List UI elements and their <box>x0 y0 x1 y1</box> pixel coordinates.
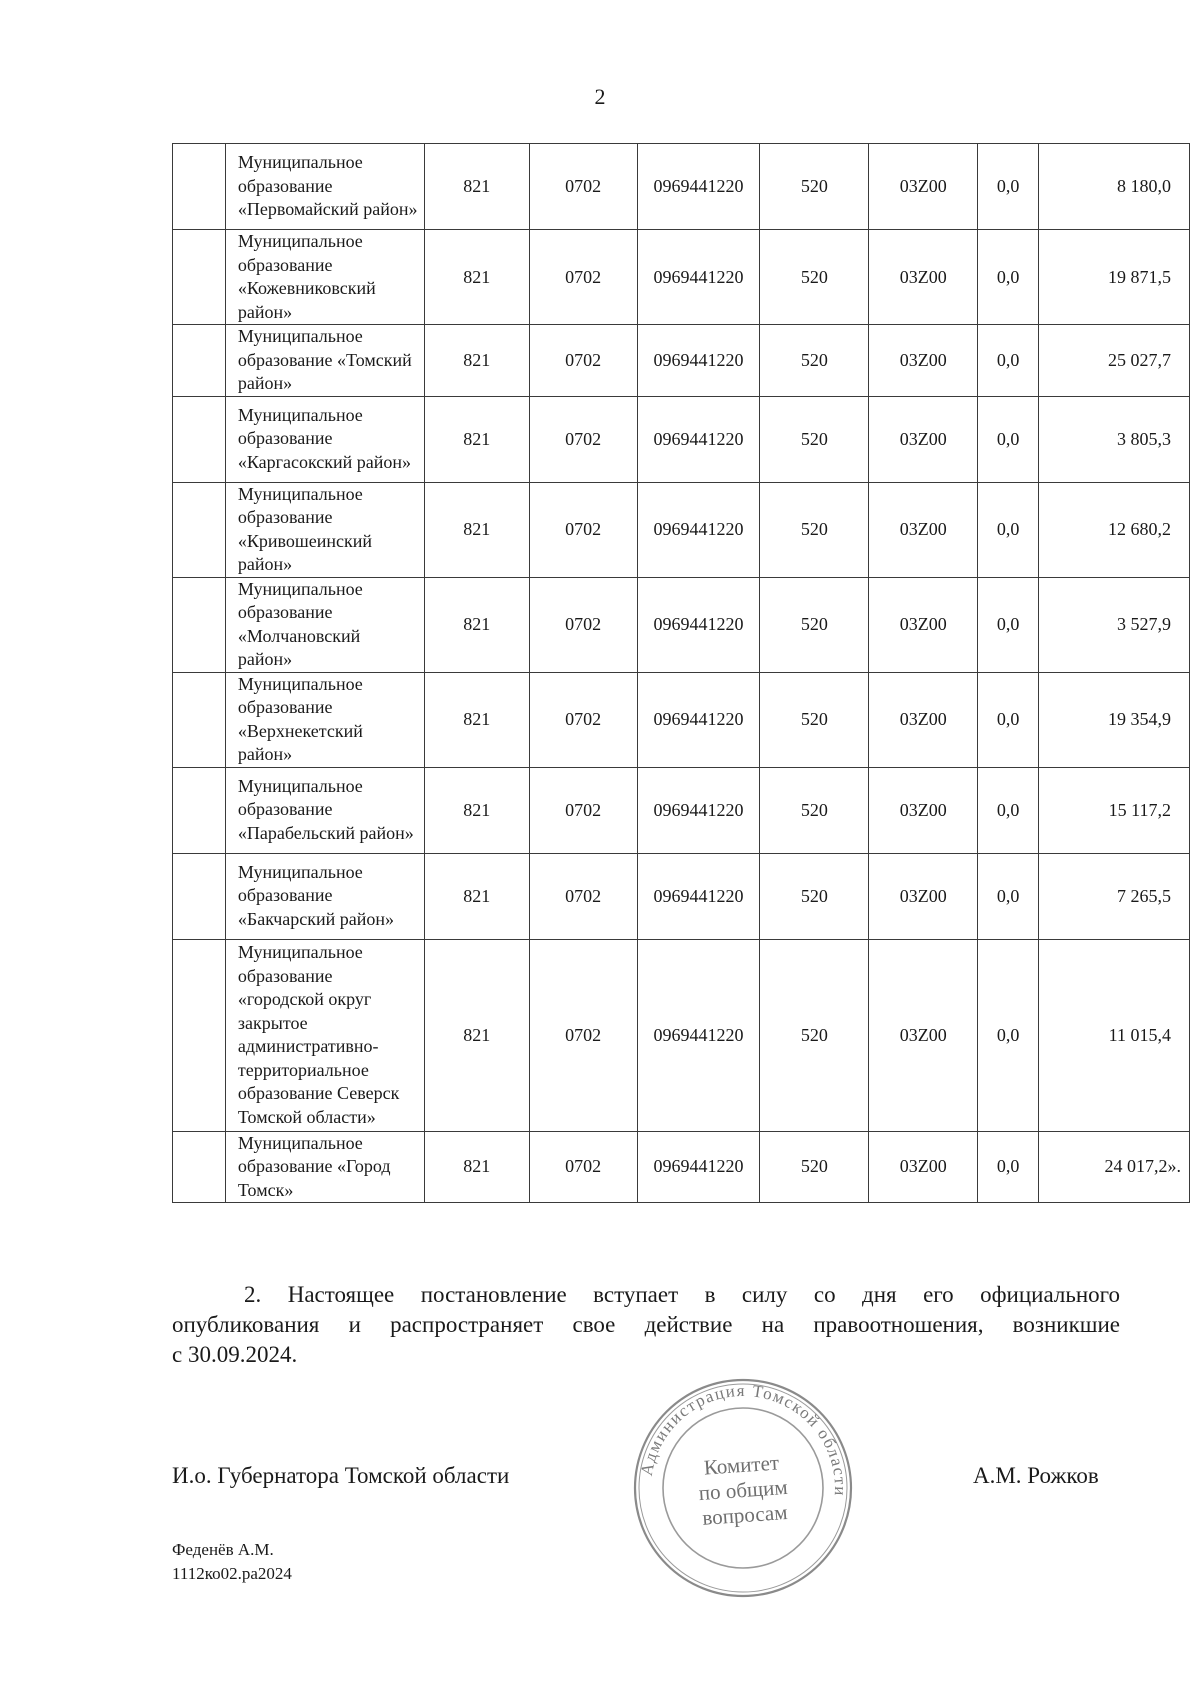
row-index-cell <box>173 767 226 853</box>
expense-type-cell: 520 <box>760 853 869 939</box>
grbs-code-cell: 821 <box>424 767 529 853</box>
budget-table <box>172 143 1190 1203</box>
target-article-cell: 0969441220 <box>637 230 760 325</box>
expense-type-cell: 520 <box>760 1131 869 1203</box>
amount-1-cell: 0,0 <box>978 396 1039 482</box>
section-code-cell: 0702 <box>529 767 637 853</box>
table-row <box>173 1131 1190 1203</box>
grbs-code-cell: 821 <box>424 144 529 230</box>
amount-1-cell: 0,0 <box>978 672 1039 767</box>
section-code-cell: 0702 <box>529 396 637 482</box>
expense-type-cell: 520 <box>760 230 869 325</box>
municipality-name-cell: Муниципальное образование «Бакчарский район» <box>225 853 424 939</box>
expense-type-cell: 520 <box>760 577 869 672</box>
row-index-cell <box>173 672 226 767</box>
row-index-cell <box>173 230 226 325</box>
target-article-cell: 0969441220 <box>637 396 760 482</box>
amount-1-cell: 0,0 <box>978 853 1039 939</box>
section-code-cell: 0702 <box>529 144 637 230</box>
section-code-cell: 0702 <box>529 230 637 325</box>
purpose-code-cell: 03Z00 <box>869 577 978 672</box>
municipality-name-cell: Муниципальное образование «Кожевниковский район» <box>225 230 424 325</box>
amount-1-cell: 0,0 <box>978 144 1039 230</box>
expense-type-cell: 520 <box>760 396 869 482</box>
section-code-cell: 0702 <box>529 1131 637 1203</box>
purpose-code-cell: 03Z00 <box>869 767 978 853</box>
clause-line-1: 2. Настоящее постановление вступает в силу со дня его официального <box>244 1282 1120 1307</box>
table-row <box>173 853 1190 939</box>
signer-title: И.о. Губернатора Томской области <box>172 1463 510 1488</box>
section-code-cell: 0702 <box>529 853 637 939</box>
table-row <box>173 144 1190 230</box>
amount-1-cell: 0,0 <box>978 230 1039 325</box>
expense-type-cell: 520 <box>760 482 869 577</box>
target-article-cell: 0969441220 <box>637 767 760 853</box>
amount-2-cell: 7 265,5 <box>1039 853 1190 939</box>
stamp-ring-text: Администрация Томской области <box>636 1380 851 1498</box>
grbs-code-cell: 821 <box>424 482 529 577</box>
purpose-code-cell: 03Z00 <box>869 396 978 482</box>
target-article-cell: 0969441220 <box>637 672 760 767</box>
official-stamp <box>630 1375 856 1601</box>
amount-1-cell: 0,0 <box>978 577 1039 672</box>
amount-1-cell: 0,0 <box>978 1131 1039 1203</box>
section-code-cell: 0702 <box>529 577 637 672</box>
amount-1-cell: 0,0 <box>978 325 1039 397</box>
grbs-code-cell: 821 <box>424 577 529 672</box>
grbs-code-cell: 821 <box>424 939 529 1131</box>
target-article-cell: 0969441220 <box>637 939 760 1131</box>
grbs-code-cell: 821 <box>424 230 529 325</box>
municipality-name-cell: Муниципальное образование «Город Томск» <box>225 1131 424 1203</box>
stamp-text-line-2: по общим <box>697 1474 789 1506</box>
amount-1-cell: 0,0 <box>978 482 1039 577</box>
grbs-code-cell: 821 <box>424 853 529 939</box>
section-code-cell: 0702 <box>529 325 637 397</box>
row-index-cell <box>173 325 226 397</box>
purpose-code-cell: 03Z00 <box>869 482 978 577</box>
table-row <box>173 939 1190 1131</box>
signer-name: А.М. Рожков <box>973 1463 1099 1488</box>
table-row <box>173 230 1190 325</box>
expense-type-cell: 520 <box>760 672 869 767</box>
stamp-text-line-1: Комитет <box>703 1450 780 1480</box>
budget-table-body <box>173 144 1190 1203</box>
municipality-name-cell: Муниципальное образование «Каргасокский район» <box>225 396 424 482</box>
row-index-cell <box>173 853 226 939</box>
section-code-cell: 0702 <box>529 672 637 767</box>
row-index-cell <box>173 482 226 577</box>
amount-1-cell: 0,0 <box>978 939 1039 1131</box>
row-index-cell <box>173 1131 226 1203</box>
amount-2-cell: 19 871,5 <box>1039 230 1190 325</box>
table-row <box>173 672 1190 767</box>
row-index-cell <box>173 144 226 230</box>
table-row <box>173 767 1190 853</box>
municipality-name-cell: Муниципальное образование «Верхнекетский район» <box>225 672 424 767</box>
purpose-code-cell: 03Z00 <box>869 325 978 397</box>
page-number: 2 <box>594 84 606 109</box>
purpose-code-cell: 03Z00 <box>869 1131 978 1203</box>
executor-code: 1112ко02.ра2024 <box>172 1564 292 1583</box>
section-code-cell: 0702 <box>529 939 637 1131</box>
executor-name: Феденёв А.М. <box>172 1540 274 1559</box>
amount-2-cell: 25 027,7 <box>1039 325 1190 397</box>
purpose-code-cell: 03Z00 <box>869 144 978 230</box>
municipality-name-cell: Муниципальное образование «Первомайский район» <box>225 144 424 230</box>
purpose-code-cell: 03Z00 <box>869 939 978 1131</box>
executor-info <box>172 1538 292 1586</box>
table-row <box>173 325 1190 397</box>
clause-2 <box>172 1280 1120 1370</box>
table-row <box>173 577 1190 672</box>
amount-2-cell: 19 354,9 <box>1039 672 1190 767</box>
amount-2-cell: 8 180,0 <box>1039 144 1190 230</box>
row-index-cell <box>173 939 226 1131</box>
grbs-code-cell: 821 <box>424 1131 529 1203</box>
amount-2-cell: 3 805,3 <box>1039 396 1190 482</box>
clause-line-2: опубликования и распространяет свое действие на правоотношения, возникшие <box>172 1312 1120 1337</box>
clause-line-3: с 30.09.2024. <box>172 1342 298 1367</box>
grbs-code-cell: 821 <box>424 325 529 397</box>
table-row <box>173 482 1190 577</box>
target-article-cell: 0969441220 <box>637 853 760 939</box>
grbs-code-cell: 821 <box>424 672 529 767</box>
row-index-cell <box>173 396 226 482</box>
target-article-cell: 0969441220 <box>637 482 760 577</box>
grbs-code-cell: 821 <box>424 396 529 482</box>
amount-1-cell: 0,0 <box>978 767 1039 853</box>
purpose-code-cell: 03Z00 <box>869 672 978 767</box>
amount-2-cell: 24 017,2». <box>1039 1131 1190 1203</box>
target-article-cell: 0969441220 <box>637 325 760 397</box>
stamp-text-line-3: вопросам <box>701 1499 789 1530</box>
target-article-cell: 0969441220 <box>637 144 760 230</box>
amount-2-cell: 15 117,2 <box>1039 767 1190 853</box>
section-code-cell: 0702 <box>529 482 637 577</box>
municipality-name-cell: Муниципальное образование «Кривошеинский район» <box>225 482 424 577</box>
municipality-name-cell: Муниципальное образование «городской округ закрытое административно-территориальное образование Северск Томской области» <box>225 939 424 1131</box>
target-article-cell: 0969441220 <box>637 1131 760 1203</box>
expense-type-cell: 520 <box>760 325 869 397</box>
municipality-name-cell: Муниципальное образование «Молчановский район» <box>225 577 424 672</box>
amount-2-cell: 3 527,9 <box>1039 577 1190 672</box>
amount-2-cell: 11 015,4 <box>1039 939 1190 1131</box>
expense-type-cell: 520 <box>760 144 869 230</box>
purpose-code-cell: 03Z00 <box>869 230 978 325</box>
municipality-name-cell: Муниципальное образование «Парабельский район» <box>225 767 424 853</box>
purpose-code-cell: 03Z00 <box>869 853 978 939</box>
table-row <box>173 396 1190 482</box>
row-index-cell <box>173 577 226 672</box>
expense-type-cell: 520 <box>760 767 869 853</box>
expense-type-cell: 520 <box>760 939 869 1131</box>
target-article-cell: 0969441220 <box>637 577 760 672</box>
amount-2-cell: 12 680,2 <box>1039 482 1190 577</box>
municipality-name-cell: Муниципальное образование «Томский район» <box>225 325 424 397</box>
